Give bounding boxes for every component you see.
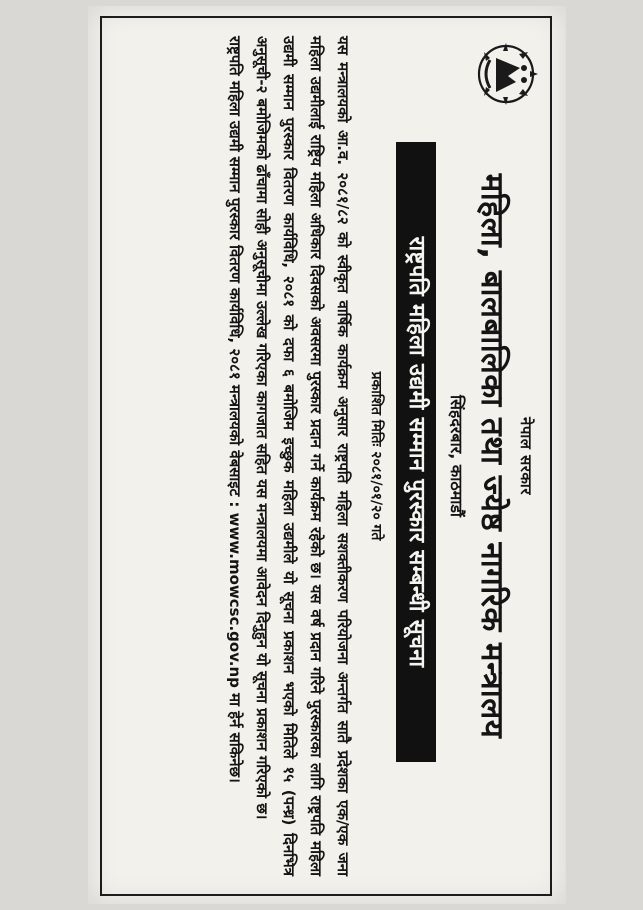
ministry-location: सिंहदरबार, काठमाडौं [447,394,466,518]
notice-body [221,36,356,876]
government-name: नेपाल सरकार [517,417,535,495]
published-date: प्रकाशित मितिः २०८१/०१/२० गते [368,371,384,541]
notice-paragraph: राष्ट्रपति महिला उद्यमी सम्मान पुरस्कार वितरण कार्यविधि, २०८१ मन्त्रालयको वेबसाइट : www.mowcsc.gov.np मा हेर्न सकिनेछ। [226,36,244,783]
notice-paragraph: यस मन्त्रालयको आ.व. २०८१/८२ को स्वीकृत वार्षिक कार्यक्रम अनुसार राष्ट्रपति महिला सशक्तीकरण परियोजना अन्तर्गत सातै प्रदेशका एक/एक जना महिला उद्यमीलाई राष्ट्रिय महिला अधिकार दिवसको अवसरमा पुरस्कार प्रदान गर्ने कार्यक्रम रहेको छ। यस वर्ष प्रदान गरिने पुरस्कारका लागि राष्ट्रपति महिला उद्यमी सम्मान पुरस्कार वितरण कार्यविधि, २०८१ को दफा ६ बमोजिम इच्छुक महिला उद्यमीले यो सूचना प्रकाशन भएको मितिले १५ (पन्ध्र) दिनभित्र अनुसूची-२ बमोजिमको ढाँचामा सोही अनुसूचीमा उल्लेख गरिएका कागजात सहित यस मन्त्रालयमा आवेदन दिनुहुन यो सूचना प्रकाशन गरिएको छ। [253,36,352,876]
ministry-title: महिला, बालबालिका तथा ज्येष्ठ नागरिक मन्त्रालय [474,173,510,739]
notice-headline: राष्ट्रपति महिला उद्यमी सम्मान पुरस्कार सम्बन्धी सूचना [396,142,436,762]
public-notice [108,22,548,890]
